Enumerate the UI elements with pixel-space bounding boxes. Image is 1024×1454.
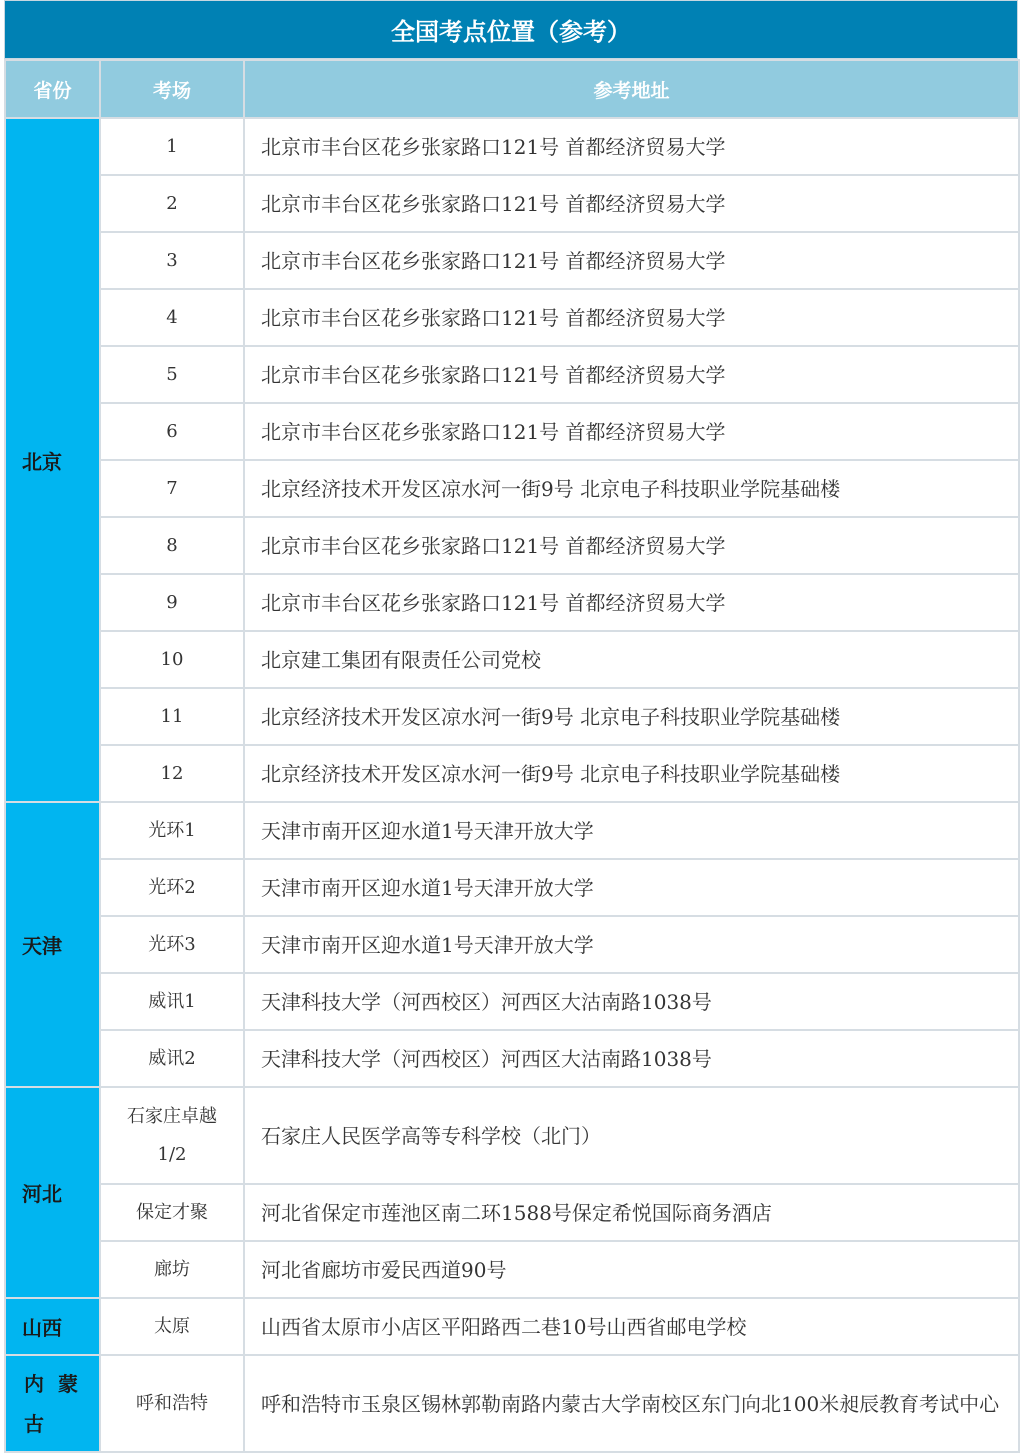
- site-cell: 3: [100, 232, 244, 289]
- site-cell: 11: [100, 688, 244, 745]
- header-site: 考场: [100, 60, 244, 118]
- table-row: [5, 346, 1019, 403]
- address-cell: 北京市丰台区花乡张家路口121号 首都经济贸易大学: [244, 574, 1019, 631]
- table-row: [5, 517, 1019, 574]
- site-cell: 威讯1: [100, 973, 244, 1030]
- address-cell: 石家庄人民医学高等专科学校（北门）: [244, 1087, 1019, 1184]
- table-row: [5, 403, 1019, 460]
- table-row: [5, 745, 1019, 802]
- province-cell: 天津: [5, 802, 100, 1087]
- address-cell: 天津科技大学（河西校区）河西区大沽南路1038号: [244, 973, 1019, 1030]
- address-cell: 北京经济技术开发区凉水河一街9号 北京电子科技职业学院基础楼: [244, 460, 1019, 517]
- address-cell: 呼和浩特市玉泉区锡林郭勒南路内蒙古大学南校区东门向北100米昶辰教育考试中心: [244, 1355, 1019, 1452]
- table-row: [5, 1184, 1019, 1241]
- table-row: [5, 1355, 1019, 1452]
- exam-location-table: [4, 59, 1020, 1453]
- address-cell: 天津科技大学（河西校区）河西区大沽南路1038号: [244, 1030, 1019, 1087]
- site-cell: 2: [100, 175, 244, 232]
- site-cell: 光环3: [100, 916, 244, 973]
- site-cell: 6: [100, 403, 244, 460]
- table-row: [5, 802, 1019, 859]
- table-body: [5, 118, 1019, 1452]
- address-cell: 天津市南开区迎水道1号天津开放大学: [244, 916, 1019, 973]
- table-row: [5, 859, 1019, 916]
- table-row: [5, 973, 1019, 1030]
- site-cell: 4: [100, 289, 244, 346]
- province-cell: 北京: [5, 118, 100, 802]
- address-cell: 河北省廊坊市爱民西道90号: [244, 1241, 1019, 1298]
- site-cell: 光环2: [100, 859, 244, 916]
- address-cell: 北京市丰台区花乡张家路口121号 首都经济贸易大学: [244, 403, 1019, 460]
- address-cell: 河北省保定市莲池区南二环1588号保定希悦国际商务酒店: [244, 1184, 1019, 1241]
- address-cell: 北京建工集团有限责任公司党校: [244, 631, 1019, 688]
- table-row: [5, 574, 1019, 631]
- address-cell: 北京市丰台区花乡张家路口121号 首都经济贸易大学: [244, 517, 1019, 574]
- site-cell: 10: [100, 631, 244, 688]
- address-cell: 天津市南开区迎水道1号天津开放大学: [244, 802, 1019, 859]
- address-cell: 北京市丰台区花乡张家路口121号 首都经济贸易大学: [244, 232, 1019, 289]
- address-cell: 北京市丰台区花乡张家路口121号 首都经济贸易大学: [244, 175, 1019, 232]
- address-cell: 天津市南开区迎水道1号天津开放大学: [244, 859, 1019, 916]
- table-row: [5, 1087, 1019, 1184]
- site-cell: 5: [100, 346, 244, 403]
- table-row: [5, 289, 1019, 346]
- site-cell: 光环1: [100, 802, 244, 859]
- site-cell: 9: [100, 574, 244, 631]
- table-title: 全国考点位置（参考）: [4, 0, 1018, 59]
- province-cell: 山西: [5, 1298, 100, 1355]
- site-cell: 呼和浩特: [100, 1355, 244, 1452]
- site-cell: 8: [100, 517, 244, 574]
- province-cell: 内蒙古: [5, 1355, 100, 1452]
- site-cell: 石家庄卓越1/2: [100, 1087, 244, 1184]
- site-cell: 廊坊: [100, 1241, 244, 1298]
- table-row: [5, 1241, 1019, 1298]
- address-cell: 北京市丰台区花乡张家路口121号 首都经济贸易大学: [244, 289, 1019, 346]
- table-row: [5, 175, 1019, 232]
- table-row: [5, 688, 1019, 745]
- site-cell: 太原: [100, 1298, 244, 1355]
- table-row: [5, 460, 1019, 517]
- exam-location-table-wrapper: [4, 0, 1018, 1453]
- table-header-row: [5, 60, 1019, 118]
- table-row: [5, 1030, 1019, 1087]
- address-cell: 山西省太原市小店区平阳路西二巷10号山西省邮电学校: [244, 1298, 1019, 1355]
- site-cell: 1: [100, 118, 244, 175]
- site-cell: 7: [100, 460, 244, 517]
- table-row: [5, 916, 1019, 973]
- header-province: 省份: [5, 60, 100, 118]
- site-cell: 保定才聚: [100, 1184, 244, 1241]
- table-row: [5, 118, 1019, 175]
- header-address: 参考地址: [244, 60, 1019, 118]
- table-row: [5, 1298, 1019, 1355]
- address-cell: 北京经济技术开发区凉水河一街9号 北京电子科技职业学院基础楼: [244, 745, 1019, 802]
- table-row: [5, 631, 1019, 688]
- address-cell: 北京经济技术开发区凉水河一街9号 北京电子科技职业学院基础楼: [244, 688, 1019, 745]
- table-row: [5, 232, 1019, 289]
- address-cell: 北京市丰台区花乡张家路口121号 首都经济贸易大学: [244, 118, 1019, 175]
- address-cell: 北京市丰台区花乡张家路口121号 首都经济贸易大学: [244, 346, 1019, 403]
- province-cell: 河北: [5, 1087, 100, 1298]
- site-cell: 12: [100, 745, 244, 802]
- site-cell: 威讯2: [100, 1030, 244, 1087]
